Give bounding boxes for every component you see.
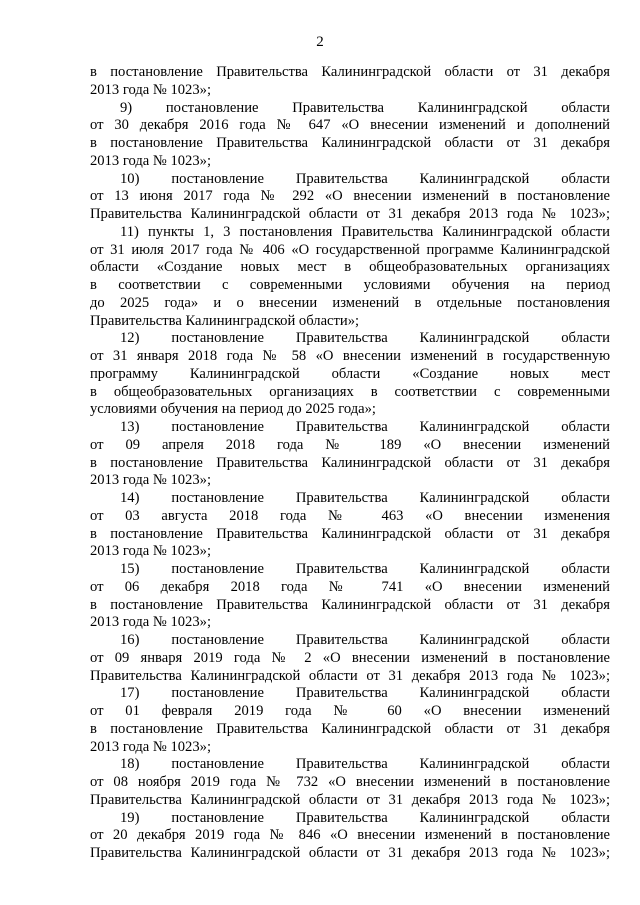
text-line: 2013 года № 1023»; [90,738,211,755]
text-line: 2013 года № 1023»; [90,543,211,560]
page-number: 2 [316,34,324,50]
text-line: в постановление Правительства Калининградской области от 31 декабря [90,454,610,471]
text-line: 14) постановление Правительства Калининградской области [120,490,610,506]
text-line: Правительства Калининградской области от 31 декабря 2013 года № 1023»; [90,206,610,222]
text-line: от 31 января 2018 года № 58 «О внесении изменений в государственную [90,348,610,364]
text-line: 2013 года № 1023»; [90,152,211,169]
text-line: от 31 июля 2017 года № 406 «О государственной программе Калининградской [90,241,610,258]
text-line: условиями обучения на период до 2025 года»; [90,401,376,418]
text-line: 12) постановление Правительства Калининградской области [120,330,610,347]
text-line: от 30 декабря 2016 года № 647 «О внесении изменений и дополнений [90,117,610,134]
text-line: в общеобразовательных организациях в соответствии с современными [90,383,610,400]
text-line: Правительства Калининградской области от 31 декабря 2013 года № 1023»; [90,845,610,861]
text-line: от 01 февраля 2019 года № 60 «О внесении изменений [90,703,610,719]
text-line: области «Создание новых мест в общеобразовательных организациях [90,259,610,276]
text-line: от 13 июня 2017 года № 292 «О внесении изменений в постановление [90,188,610,205]
text-line: в постановление Правительства Калининградской области от 31 декабря [90,64,610,80]
text-line: от 09 января 2019 года № 2 «О внесении изменений в постановление [90,649,610,666]
text-line: в постановление Правительства Калининградской области от 31 декабря [90,720,610,737]
text-line: 9) постановление Правительства Калининградской области [120,99,610,116]
text-line: 10) постановление Правительства Калининградской области [120,170,610,187]
text-line: в постановление Правительства Калининградской области от 31 декабря [90,525,610,542]
text-line: в постановление Правительства Калининградской области от 31 декабря [90,135,610,151]
text-line: 2013 года № 1023»; [90,614,211,631]
text-line: 11) пункты 1, 3 постановления Правительства Калининградской области [120,223,610,240]
text-line: программу Калининградской области «Создание новых мест [90,365,610,382]
text-line: Правительства Калининградской области от 31 декабря 2013 года № 1023»; [90,791,610,808]
text-line: от 06 декабря 2018 года № 741 «О внесении изменений [90,578,610,595]
text-line: Правительства Калининградской области от 31 декабря 2013 года № 1023»; [90,667,610,684]
text-line: 19) постановление Правительства Калининградской области [120,809,610,826]
text-line: 15) постановление Правительства Калининградской области [120,561,610,577]
text-line: 13) постановление Правительства Калининградской области [120,419,610,435]
document-body [90,64,610,863]
text-line: 16) постановление Правительства Калининградской области [120,632,610,648]
text-line: в соответствии с современными условиями обучения на период [90,277,610,293]
text-line: от 20 декабря 2019 года № 846 «О внесении изменений в постановление [90,827,610,844]
text-line: 18) постановление Правительства Калининградской области [120,756,610,773]
text-line: от 08 ноября 2019 года № 732 «О внесении изменений в постановление [90,774,610,790]
text-line: 17) постановление Правительства Калининградской области [120,685,610,702]
text-line: 2013 года № 1023»; [90,81,211,98]
text-line: до 2025 года» и о внесении изменений в отдельные постановления [90,294,610,311]
text-line: Правительства Калининградской области»; [90,312,360,329]
text-line: 2013 года № 1023»; [90,472,211,489]
text-line: от 09 апреля 2018 года № 189 «О внесении изменений [90,436,610,453]
text-line: в постановление Правительства Калининградской области от 31 декабря [90,596,610,613]
text-line: от 03 августа 2018 года № 463 «О внесении изменения [90,507,610,524]
